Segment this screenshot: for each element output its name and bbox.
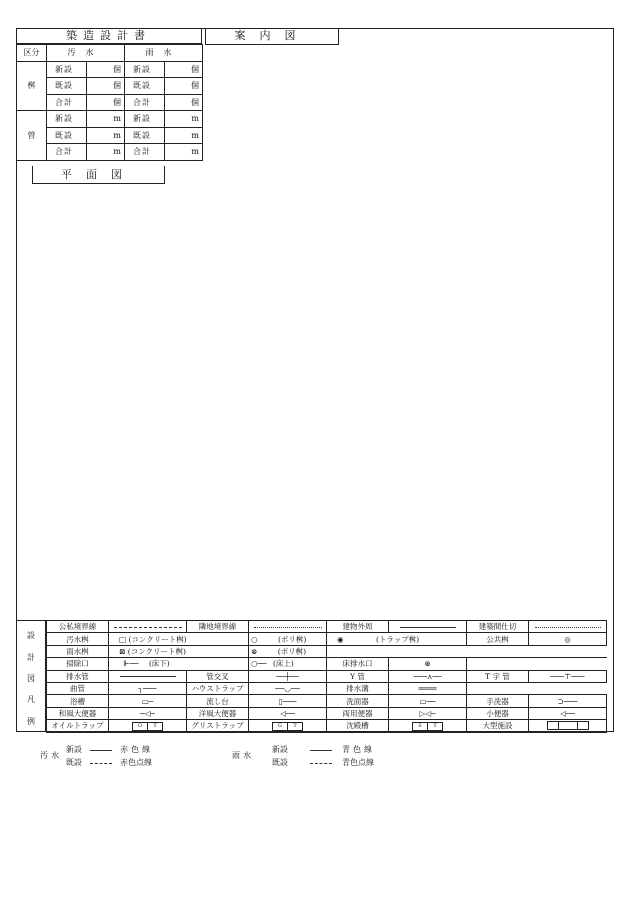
row-label: 合計 — [125, 94, 165, 111]
note-kind: 既設 — [66, 758, 82, 767]
japanese-toilet-icon: ─◁─ — [140, 708, 155, 718]
note-category: 雨水 — [232, 751, 254, 760]
note-category: 汚水 — [40, 751, 62, 760]
plan-view-label: 平面図 — [32, 166, 165, 184]
row-label: 新設 — [125, 111, 165, 128]
legend-name: 建物外周 — [327, 621, 389, 633]
row-label: 既設 — [125, 127, 165, 144]
legend-name: 大型施設 — [467, 720, 529, 732]
summary-table — [16, 44, 203, 161]
y-pipe-icon: ───⋏── — [413, 671, 442, 681]
bend-pipe-icon: ╮─── — [138, 684, 157, 694]
legend-sub: (床上) — [272, 659, 294, 669]
legend-name: 隣地境界線 — [187, 621, 249, 633]
row-label: 既設 — [47, 127, 87, 144]
unit-cell: 個 — [87, 94, 125, 111]
t-pipe-icon: ───⊤─── — [550, 671, 585, 681]
boundary-line-icon — [114, 627, 182, 628]
row-label: 既設 — [125, 78, 165, 95]
legend-name: 両用便器 — [327, 707, 389, 719]
legend-side-char: 例 — [27, 717, 35, 726]
legend-side-char: 計 — [27, 653, 35, 662]
row-label: 既設 — [47, 78, 87, 95]
legend-side-char: 凡 — [27, 695, 35, 704]
box-letter: G — [278, 723, 282, 730]
double-circle-icon: ◎ — [564, 634, 571, 644]
box-letter: S — [418, 723, 422, 730]
unit-cell: m — [87, 111, 125, 128]
row-label: 新設 — [47, 61, 87, 78]
legend-name: 流し台 — [187, 695, 249, 707]
legend-sub: (コンクリート桝) — [128, 634, 187, 644]
legend-name: T 字 管 — [467, 670, 529, 682]
house-trap-icon: ──◡── — [275, 684, 300, 694]
legend-name: 公共桝 — [467, 633, 529, 645]
legend-sub: (コンクリート桝) — [127, 646, 186, 656]
building-outline-icon — [400, 627, 456, 628]
sink-icon: ▯─── — [278, 696, 297, 706]
row-label: 新設 — [47, 111, 87, 128]
dual-toilet-icon: ▷◁─ — [419, 708, 436, 718]
row-label: 合計 — [47, 144, 87, 161]
table-row — [47, 720, 607, 732]
bathtub-icon: ▭─ — [141, 696, 154, 706]
note-desc: 赤色点線 — [120, 758, 152, 767]
hand-wash-icon: ⊃─── — [557, 696, 578, 706]
table-row — [47, 621, 607, 633]
legend-sub: (トラップ桝) — [375, 634, 420, 644]
note-desc: 青色線 — [342, 745, 375, 754]
drain-channel-icon: ════ — [418, 684, 437, 694]
crossed-circle-icon: ⊗ — [251, 646, 258, 656]
cleanout-icon: ⊩── — [123, 659, 139, 669]
legend-side-label — [16, 620, 46, 732]
note-desc: 赤色線 — [120, 745, 153, 754]
box-letter: O — [137, 723, 143, 730]
legend-side-char: 図 — [27, 674, 35, 683]
unit-cell: m — [87, 144, 125, 161]
box-letter: T — [287, 723, 302, 730]
group-label: 桝 — [17, 61, 47, 111]
location-map-label: 案内図 — [205, 28, 339, 45]
grease-trap-icon — [272, 722, 303, 731]
legend-name: 汚水桝 — [47, 633, 109, 645]
box-letter: T — [427, 723, 442, 730]
unit-cell: m — [165, 111, 203, 128]
legend-name: 洗面器 — [327, 695, 389, 707]
note-kind: 新設 — [66, 745, 82, 754]
unit-cell: 個 — [165, 94, 203, 111]
solid-line-icon — [90, 750, 112, 751]
table-row — [47, 670, 607, 682]
pipe-crossing-icon: ──┼── — [276, 671, 299, 681]
urinal-icon: ◁── — [560, 708, 575, 718]
legend-name: 手洗器 — [467, 695, 529, 707]
table-row — [17, 61, 203, 78]
legend-name: 曲管 — [47, 682, 109, 694]
legend-name: 小便器 — [467, 707, 529, 719]
unit-cell: 個 — [87, 78, 125, 95]
large-facility-icon — [547, 721, 589, 730]
western-toilet-icon: ◁── — [280, 708, 295, 718]
table-row — [47, 645, 607, 657]
legend-name: 排水溝 — [327, 682, 389, 694]
legend-name: 浴槽 — [47, 695, 109, 707]
table-row — [47, 707, 607, 719]
legend-name: グリストラップ — [187, 720, 249, 732]
legend-name: 雨水桝 — [47, 645, 109, 657]
cleanout-floor-icon: ○── — [251, 659, 267, 669]
dashed-line-icon — [90, 763, 112, 764]
legend-name: 公私境界線 — [47, 621, 109, 633]
note-row — [66, 757, 152, 768]
note-row — [272, 744, 375, 755]
square-icon: □ — [119, 634, 127, 644]
row-label: 合計 — [125, 144, 165, 161]
note-row — [272, 757, 374, 768]
group-label: 管 — [17, 111, 47, 161]
dashed-line-icon — [310, 763, 332, 764]
note-desc: 青色点線 — [342, 758, 374, 767]
unit-cell: m — [87, 127, 125, 144]
bullseye-icon: ◉ — [337, 634, 344, 644]
legend-name: 管交叉 — [187, 670, 249, 682]
table-row — [47, 695, 607, 707]
legend-table — [46, 620, 607, 733]
row-label: 合計 — [47, 94, 87, 111]
box-letter: T — [147, 723, 162, 730]
oil-trap-icon — [132, 722, 163, 731]
legend-name: オイルトラップ — [47, 720, 109, 732]
table-row — [17, 45, 203, 62]
legend-sub: (床下) — [148, 659, 170, 669]
drain-pipe-icon — [120, 676, 176, 677]
note-kind: 既設 — [272, 758, 288, 767]
unit-cell: m — [165, 127, 203, 144]
table-row — [47, 658, 607, 670]
table-row — [47, 682, 607, 694]
circle-icon: ○ — [251, 634, 258, 644]
legend-name: 排水管 — [47, 670, 109, 682]
legend-name: 床排水口 — [327, 658, 389, 670]
legend-side-char: 設 — [27, 631, 35, 640]
kubun-header: 区分 — [17, 45, 47, 62]
unit-cell: 個 — [165, 78, 203, 95]
floor-drain-icon: ⊛ — [424, 659, 431, 669]
document-title: 築造設計書 — [16, 28, 202, 44]
legend-name: ハウストラップ — [187, 682, 249, 694]
legend-name: Y 管 — [327, 670, 389, 682]
legend-name: 建築間仕切 — [467, 621, 529, 633]
row-label: 新設 — [125, 61, 165, 78]
legend-name: 沈殿槽 — [327, 720, 389, 732]
table-row — [17, 111, 203, 128]
note-row — [66, 744, 153, 755]
unit-cell: 個 — [165, 61, 203, 78]
washbasin-icon: ▭── — [419, 696, 436, 706]
legend-name: 和風大便器 — [47, 707, 109, 719]
legend-sub: (ポリ桝) — [277, 634, 307, 644]
unit-cell: m — [165, 144, 203, 161]
unit-cell: 個 — [87, 61, 125, 78]
usui-header: 雨水 — [125, 45, 203, 62]
partition-line-icon — [535, 627, 601, 628]
legend-sub: (ポリ桝) — [277, 646, 307, 656]
crossed-square-icon: ⊠ — [119, 646, 126, 656]
table-row — [47, 633, 607, 645]
solid-line-icon — [310, 750, 332, 751]
settling-tank-icon — [412, 722, 443, 731]
legend-name: 洋風大便器 — [187, 707, 249, 719]
legend-name: 掃除口 — [47, 658, 109, 670]
osui-header: 汚水 — [47, 45, 125, 62]
neighbor-boundary-line-icon — [254, 627, 322, 628]
note-kind: 新設 — [272, 745, 288, 754]
